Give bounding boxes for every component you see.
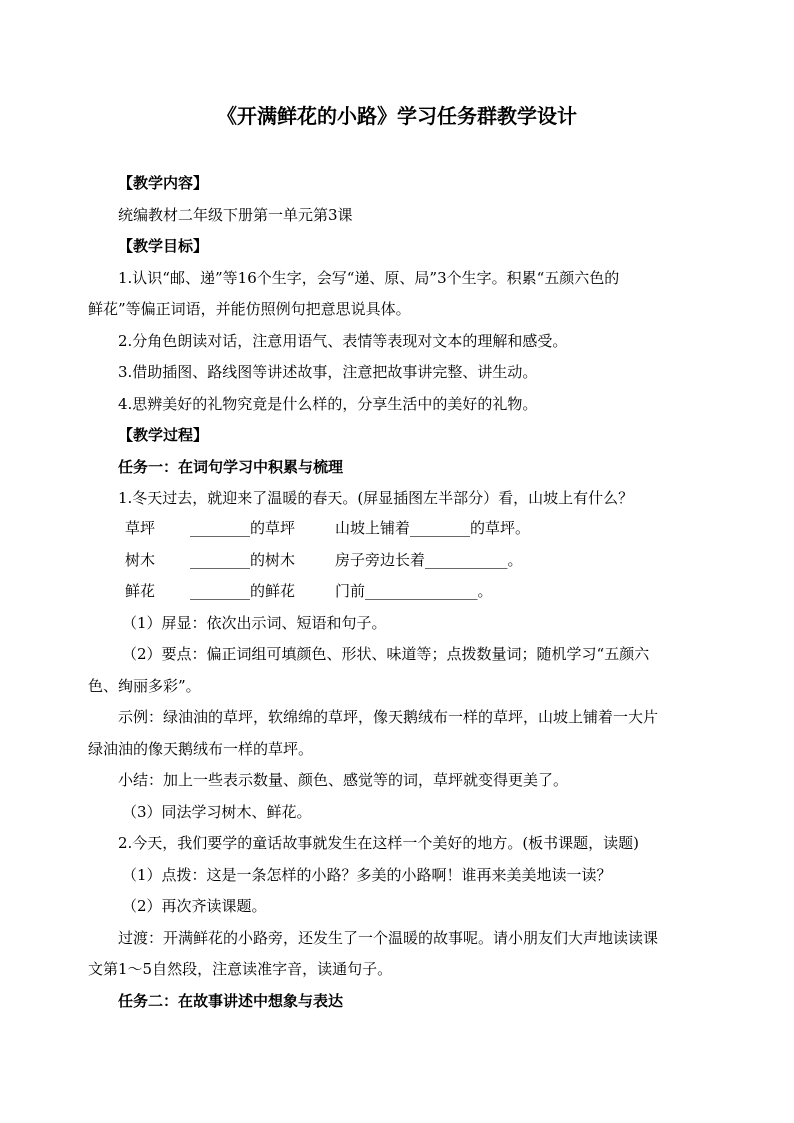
task-1-heading: 任务一：在词句学习中积累与梳理 xyxy=(118,458,344,476)
process-heading: 【教学过程】 xyxy=(118,426,209,444)
paragraph-9-line-2: 文第1～5自然段，注意读准字音，读通句子。 xyxy=(88,960,393,978)
goal-1-line-1: 1.认识“邮、递”等16个生字，会写“递、原、局”3个生字。积累“五颜六色的 xyxy=(118,269,620,287)
paragraph-7: （1）点拨：这是一条怎样的小路？多美的小路啊！谁再来美美地读一读？ xyxy=(122,866,612,884)
fill-blank-phrase: ________的草坪 xyxy=(190,519,296,537)
paragraph-9-line-1: 过渡：开满鲜花的小路旁，还发生了一个温暖的故事呢。请小朋友们大声地读读课 xyxy=(118,929,659,947)
paragraph-3-line-2: 绿油油的像天鹅绒布一样的草坪。 xyxy=(88,740,314,758)
paragraph-6: 2.今天，我们要学的童话故事就发生在这样一个美好的地方。(板书课题，读题) xyxy=(118,834,640,852)
goal-2: 2.分角色朗读对话，注意用语气、表情等表现对文本的理解和感受。 xyxy=(118,332,568,350)
fill-blank-phrase: ________的鲜花 xyxy=(190,582,296,600)
goals-heading: 【教学目标】 xyxy=(118,237,209,255)
fill-word: 树木 xyxy=(125,551,156,569)
fill-blank-sentence: 门前_______________。 xyxy=(335,582,493,600)
task-2-heading: 任务二：在故事讲述中想象与表达 xyxy=(118,992,344,1010)
content-heading: 【教学内容】 xyxy=(118,174,209,192)
paragraph-8: （2）再次齐读课题。 xyxy=(122,897,267,915)
goal-3: 3.借助插图、路线图等讲述故事，注意把故事讲完整、讲生动。 xyxy=(118,363,538,381)
paragraph-2-line-2: 色、绚丽多彩”。 xyxy=(88,677,201,695)
fill-blank-phrase: ________的树木 xyxy=(190,551,296,569)
paragraph-5: （3）同法学习树木、鲜花。 xyxy=(122,803,312,821)
goal-1-line-2: 鲜花”等偏正词语，并能仿照例句把意思说具体。 xyxy=(88,300,411,318)
goal-4: 4.思辨美好的礼物究竟是什么样的，分享生活中的美好的礼物。 xyxy=(118,395,538,413)
paragraph-2-line-1: （2）要点：偏正词组可填颜色、形状、味道等；点拨数量词；随机学习“五颜六 xyxy=(122,645,650,663)
paragraph-3-line-1: 示例：绿油油的草坪，软绵绵的草坪，像天鹅绒布一样的草坪，山坡上铺着一大片 xyxy=(118,708,659,726)
document-title: 《开满鲜花的小路》学习任务群教学设计 xyxy=(217,104,577,128)
fill-word: 草坪 xyxy=(125,519,156,537)
paragraph-1: （1）屏显：依次出示词、短语和句子。 xyxy=(122,614,387,632)
fill-blank-sentence: 山坡上铺着________的草坪。 xyxy=(335,519,531,537)
step-1-prompt: 1.冬天过去，就迎来了温暖的春天。(屏显插图左半部分）看，山坡上有什么？ xyxy=(118,489,634,507)
paragraph-4: 小结：加上一些表示数量、颜色、感觉等的词，草坪就变得更美了。 xyxy=(118,771,569,789)
fill-word: 鲜花 xyxy=(125,582,156,600)
fill-blank-sentence: 房子旁边长着___________。 xyxy=(335,551,523,569)
content-text: 统编教材二年级下册第一单元第3课 xyxy=(118,206,353,224)
